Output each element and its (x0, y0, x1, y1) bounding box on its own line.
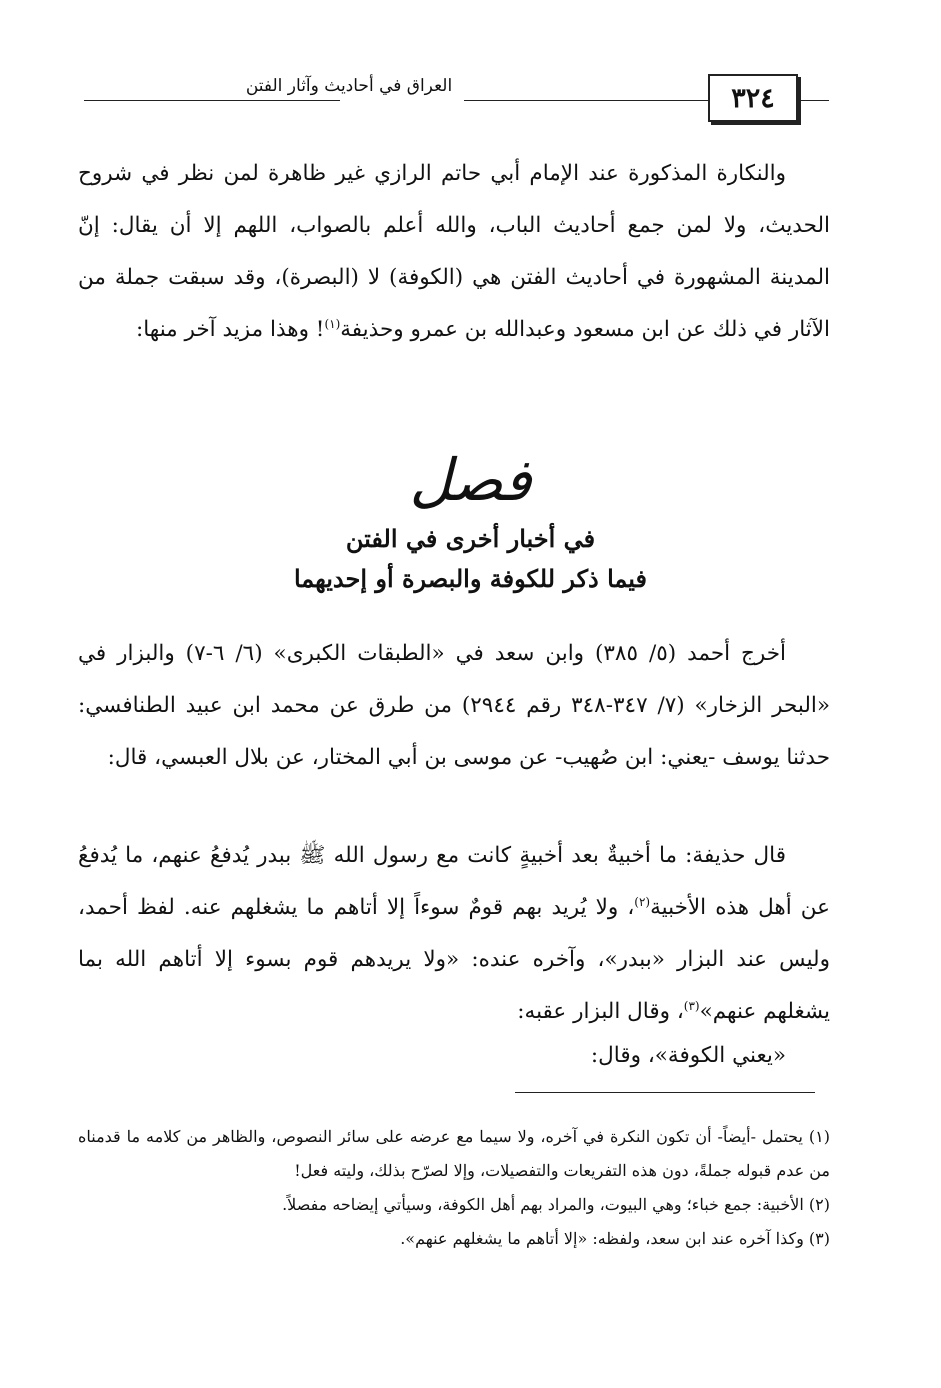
intro-tail: ! وهذا مزيد آخر منها: (135, 317, 325, 342)
section-title-1: في أخبار أخرى في الفتن (345, 524, 596, 553)
paragraph-text: أخرج أحمد (٥/ ٣٨٥) وابن سعد في «الطبقات الكبرى» (٦/ ٦-٧) والبزار في «البحر الزخار» (٧/ ٣٤٧-٣٤٨ رقم ٢٩٤٤) من طرق عن محمد ابن عبيد الطنافسي: حدثنا يوسف -يعني: ابن صُهيب- عن موسى بن أبي المختار، عن بلال العبسي، قال: (78, 641, 831, 770)
hadith-text-c: ، وقال البزار عقبه: (517, 999, 684, 1024)
header-rule-right (464, 100, 720, 101)
footnote-3: (٣) وكذا آخره عند ابن سعد، ولفظه: «إلا أتاهم ما يشغلهم عنهم». (400, 1229, 830, 1248)
intro-paragraph (78, 148, 830, 356)
kufa-text: «يعني الكوفة»، وقال: (590, 1043, 786, 1068)
fasl-heading: فصل (409, 446, 532, 514)
running-title: العراق في أحاديث وآثار الفتن (245, 76, 453, 96)
footnote-ref-2: (٢) (634, 894, 651, 909)
footnote-2: (٢) الأخبية: جمع خباء؛ وهي البيوت، والمراد بهم أهل الكوفة، وسيأتي إيضاحه مفصلاً. (282, 1195, 830, 1214)
hadith-text-b: ، ولا يُريد بهم قومٌ سوءاً إلا أتاهم ما يشغلهم عنه. لفظ أحمد، وليس عند البزار «ببدر»، وآخره عنده: «ولا يريدهم قوم بسوء إلا أتاهم الله بما يشغلهم عنهم» (78, 895, 830, 1024)
intro-text: والنكارة المذكورة عند الإمام أبي حاتم الرازي غير ظاهرة لمن نظر في شروح الحديث، ولا لمن جمع أحاديث الباب، والله أعلم بالصواب، اللهم إلا أن يقال: إنّ المدينة المشهورة في أحاديث الفتن هي (الكوفة) لا (البصرة)، وقد سبقت جملة من الآثار في ذلك عن ابن مسعود وعبدالله بن عمرو وحذيفة (78, 161, 830, 342)
page-header (84, 74, 829, 134)
footnote-ref-3: (٣) (683, 998, 700, 1013)
paragraph-takhrij (78, 628, 830, 784)
footnote-1: (١) يحتمل -أيضاً- أن تكون النكرة في آخره، ولا سيما مع عرضه على سائر النصوص، والظاهر من كلامه ما قدمناه من عدم قبوله جملةً، دون هذه التفريعات والتفصيلات، وإلا لصرّح بذلك، وليته فعل! (78, 1127, 830, 1180)
page-number: ٣٢٤ (708, 74, 798, 122)
paragraph-kufa (78, 1030, 830, 1082)
header-rule-end (796, 100, 829, 101)
footnote-ref-1: (١) (324, 316, 341, 331)
footnotes (78, 1120, 830, 1256)
header-rule-left (84, 100, 340, 101)
hadith-text-a: قال حذيفة: ما أخبيةٌ بعد أخبيةٍ كانت مع رسول الله ﷺ ببدر يُدفعُ عنهم، ما يُدفعُ عن أهل هذه الأخبية (78, 843, 830, 920)
footnote-divider (515, 1092, 815, 1093)
section-title-2: فيما ذكر للكوفة والبصرة أو إحديهما (293, 564, 647, 593)
paragraph-hadith (78, 830, 830, 1038)
